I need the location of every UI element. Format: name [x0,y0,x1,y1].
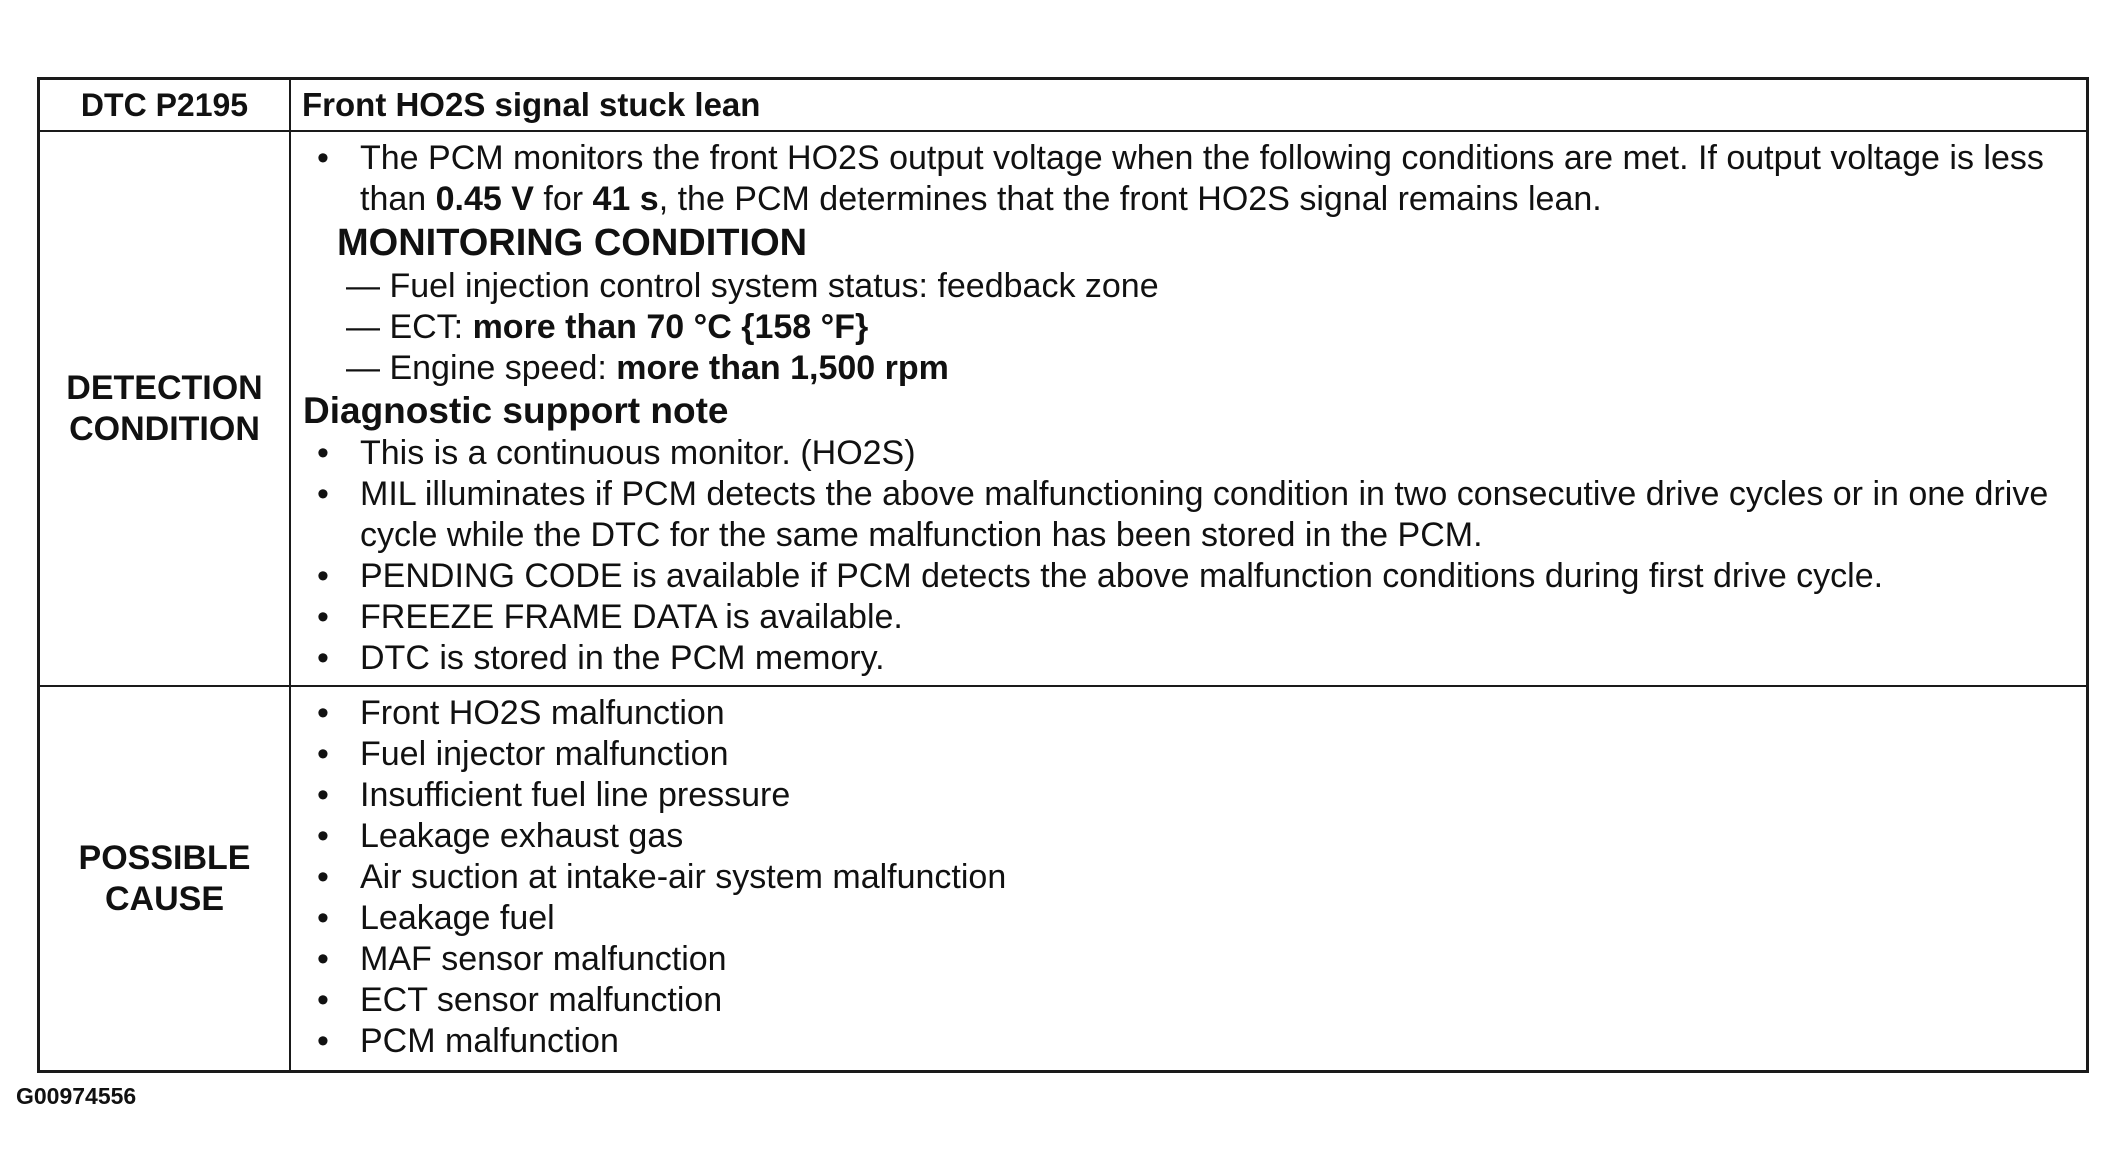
list-item: • Front HO2S malfunction [303,693,2074,734]
list-item: • ECT sensor malfunction [303,980,2074,1021]
cause-label-line2: CAUSE [104,879,225,918]
list-item: • MIL illuminates if PCM detects the above malfunctioning condition in two consecutive drive cycles or in one drive cycle while the DTC for the same malfunction has been stored in the PCM. [303,474,2074,556]
figure-id: G00974556 [16,1083,137,1109]
dtc-table [40,80,2086,1070]
dtc-code: DTC P2195 [40,80,290,131]
cause-list [303,693,2074,1062]
cause-content [290,686,2086,1070]
list-item: • DTC is stored in the PCM memory. [303,638,2074,679]
cause-label-line1: POSSIBLE [78,838,251,877]
intro-text-2: for [533,180,593,218]
condition-value: more than 1,500 rpm [616,349,949,387]
intro-voltage: 0.45 V [435,180,534,218]
list-item: • PCM malfunction [303,1021,2074,1062]
list-item: • Fuel injector malfunction [303,734,2074,775]
detection-label-line1: DETECTION [66,368,263,407]
dtc-title: Front HO2S signal stuck lean [290,80,2086,131]
list-item: • Leakage fuel [303,898,2074,939]
intro-text-3: , the PCM determines that the front HO2S signal remains lean. [658,180,1602,218]
intro-time: 41 s [592,180,659,218]
support-note-heading: Diagnostic support note [303,390,729,431]
intro-text-1: The PCM monitors the front HO2S output voltage when the following conditions are met. If output voltage is less than [360,139,2044,218]
detection-content [290,131,2086,686]
list-item: • Leakage exhaust gas [303,816,2074,857]
cause-row [40,686,2086,1070]
condition-line [303,348,2074,389]
monitoring-heading: MONITORING CONDITION [337,222,808,264]
cause-label [40,686,290,1070]
detection-label-line2: CONDITION [69,409,260,448]
condition-value: more than 70 °C {158 °F} [472,308,869,346]
condition-line [303,307,2074,348]
list-item: • PENDING CODE is available if PCM detects the above malfunction conditions during first drive cycle. [303,556,2074,597]
list-item: • FREEZE FRAME DATA is available. [303,597,2074,638]
list-item: • This is a continuous monitor. (HO2S) [303,433,2074,474]
dtc-table-frame [37,77,2089,1073]
condition-text: — Engine speed: [346,349,617,387]
list-item: • Insufficient fuel line pressure [303,775,2074,816]
condition-line [303,266,2074,307]
detection-row [40,131,2086,686]
intro-list [303,138,2074,220]
detection-label [40,131,290,686]
condition-text: — Fuel injection control system status: feedback zone [346,267,1159,305]
list-item: • Air suction at intake-air system malfunction [303,857,2074,898]
list-item: • MAF sensor malfunction [303,939,2074,980]
support-notes-list [303,433,2074,679]
intro-item [303,138,2074,220]
condition-text: — ECT: [346,308,473,346]
header-row [40,80,2086,131]
